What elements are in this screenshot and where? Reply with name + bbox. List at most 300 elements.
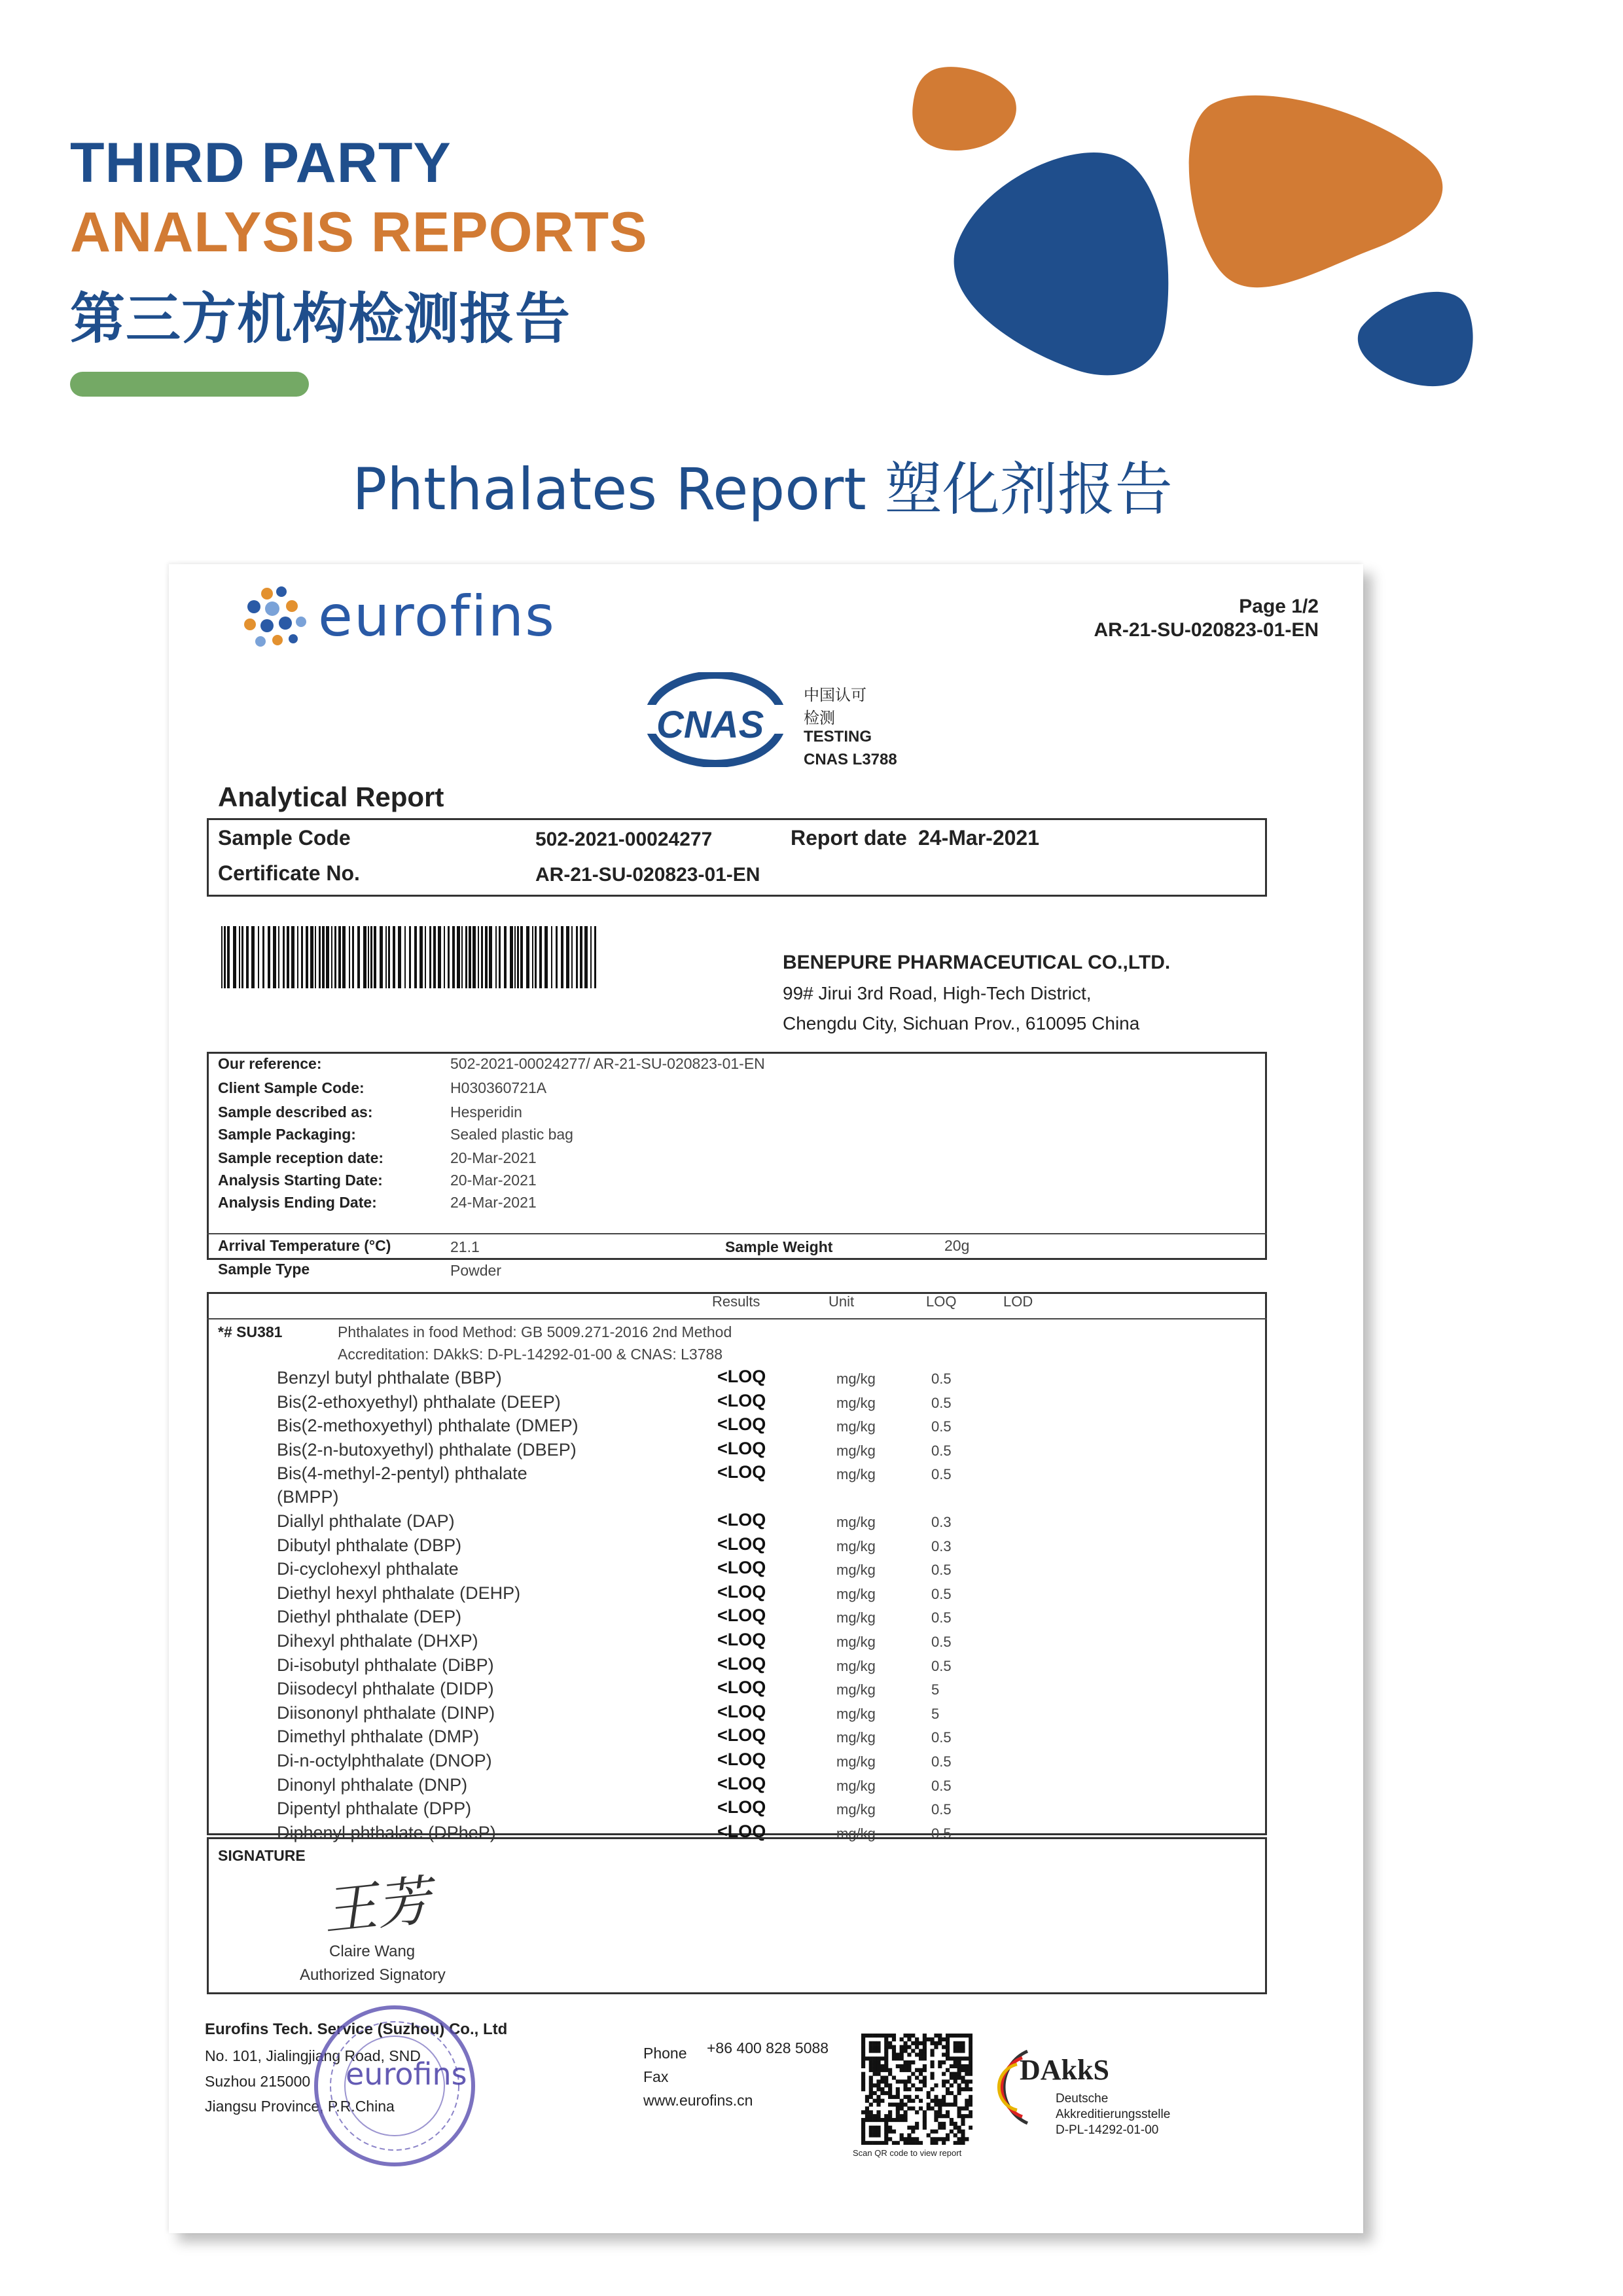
qr-module <box>931 2049 935 2053</box>
qr-module <box>950 2118 954 2122</box>
qr-module <box>861 2060 865 2064</box>
qr-module <box>923 2126 927 2130</box>
cnas-code: CNAS L3788 <box>804 751 897 768</box>
qr-module <box>869 2079 873 2083</box>
qr-module <box>969 2037 972 2041</box>
eurofins-dots-icon <box>241 584 313 656</box>
barcode-bar <box>393 926 395 988</box>
qr-module <box>903 2034 907 2037</box>
qr-module <box>954 2034 957 2037</box>
qr-module <box>938 2037 942 2041</box>
report-date-label: Report date <box>791 826 907 850</box>
compound-loq: 0.5 <box>931 1371 952 1387</box>
small-blue-shape <box>1358 292 1473 386</box>
qr-module <box>969 2110 972 2114</box>
signer-name: Claire Wang <box>329 1943 416 1960</box>
qr-module <box>880 2087 884 2091</box>
barcode-bar <box>268 926 270 988</box>
dakks-line-2: Akkreditierungsstelle <box>1056 2108 1171 2121</box>
barcode-bar <box>539 926 542 988</box>
barcode-bar <box>262 926 264 988</box>
qr-module <box>961 2064 965 2068</box>
qr-module <box>861 2034 865 2037</box>
qr-module <box>907 2126 911 2130</box>
qr-module <box>907 2106 911 2110</box>
qr-module <box>884 2037 888 2041</box>
qr-module <box>876 2045 880 2049</box>
footer-company: Eurofins Tech. Service (Suzhou) Co., Ltd <box>205 2020 508 2038</box>
qr-module <box>969 2103 972 2107</box>
barcode-bar <box>251 926 255 988</box>
barcode-bar <box>425 926 426 988</box>
compound-result: <LOQ <box>717 1558 766 1578</box>
barcode-bar <box>566 926 569 988</box>
qr-module <box>876 2133 880 2137</box>
sample-weight-value: 20g <box>944 1237 970 1254</box>
qr-module <box>969 2095 972 2099</box>
barcode-bar <box>438 926 441 988</box>
qr-module <box>961 2114 965 2118</box>
qr-module <box>888 2072 892 2076</box>
compound-name: Bis(4-methyl-2-pentyl) phthalate <box>277 1463 527 1484</box>
barcode-bar <box>409 926 411 988</box>
qr-module <box>938 2114 942 2118</box>
compound-loq: 0.5 <box>931 1753 952 1770</box>
qr-module <box>903 2114 907 2118</box>
qr-module <box>954 2049 957 2053</box>
compound-unit: mg/kg <box>836 1681 876 1698</box>
compound-name: Di-cyclohexyl phthalate <box>277 1559 459 1579</box>
qr-module <box>888 2114 892 2118</box>
qr-module <box>888 2126 892 2130</box>
qr-module <box>892 2034 896 2037</box>
qr-module <box>884 2083 888 2087</box>
compound-unit: mg/kg <box>836 1418 876 1435</box>
qr-module <box>938 2126 942 2130</box>
qr-module <box>965 2079 969 2083</box>
qr-module <box>938 2041 942 2045</box>
qr-module <box>884 2091 888 2095</box>
qr-module <box>946 2056 950 2060</box>
qr-module <box>965 2106 969 2110</box>
qr-module <box>957 2130 961 2134</box>
qr-module <box>876 2056 880 2060</box>
qr-module <box>927 2037 931 2041</box>
qr-module <box>965 2034 969 2037</box>
qr-module <box>903 2045 907 2049</box>
qr-module <box>888 2045 892 2049</box>
barcode-bar <box>273 926 276 988</box>
barcode-bar <box>448 926 450 988</box>
qr-module <box>923 2064 927 2068</box>
qr-module <box>907 2075 911 2079</box>
qr-module <box>934 2137 938 2141</box>
qr-module <box>961 2049 965 2053</box>
qr-module <box>934 2118 938 2122</box>
compound-unit: mg/kg <box>836 1585 876 1602</box>
qr-module <box>861 2056 865 2060</box>
qr-module <box>900 2053 904 2056</box>
qr-module <box>938 2110 942 2114</box>
qr-module <box>865 2141 869 2145</box>
qr-module <box>884 2068 888 2072</box>
col-results: Results <box>712 1293 760 1310</box>
barcode-bar <box>520 926 523 988</box>
compound-loq: 5 <box>931 1705 940 1722</box>
qr-module <box>965 2137 969 2141</box>
qr-module <box>888 2095 892 2099</box>
qr-module <box>888 2091 892 2095</box>
certificate-label: Certificate No. <box>218 861 360 885</box>
qr-module <box>950 2064 954 2068</box>
barcode-bar <box>357 926 360 988</box>
barcode-bar <box>342 926 346 988</box>
method-line-1: Phthalates in food Method: GB 5009.271-2016 2nd Method <box>338 1323 732 1340</box>
qr-module <box>911 2060 915 2064</box>
info-value: 502-2021-00024277/ AR-21-SU-020823-01-EN <box>450 1055 765 1072</box>
qr-module <box>938 2122 942 2126</box>
barcode-bar <box>310 926 313 988</box>
qr-module <box>931 2099 935 2103</box>
qr-module <box>865 2034 869 2037</box>
qr-module <box>876 2068 880 2072</box>
qr-module <box>900 2133 904 2137</box>
qr-module <box>876 2130 880 2134</box>
qr-module <box>942 2141 946 2145</box>
compound-loq: 0.5 <box>931 1562 952 1579</box>
qr-module <box>938 2064 942 2068</box>
qr-module <box>911 2099 915 2103</box>
compound-result: <LOQ <box>717 1725 766 1746</box>
barcode-bar <box>306 926 308 988</box>
qr-module <box>923 2068 927 2072</box>
qr-module <box>896 2053 900 2056</box>
barcode-bar <box>258 926 259 988</box>
qr-module <box>869 2095 873 2099</box>
qr-module <box>954 2122 957 2126</box>
footer-phone: +86 400 828 5088 <box>707 2039 829 2056</box>
qr-module <box>884 2049 888 2053</box>
qr-module <box>896 2079 900 2083</box>
compound-name: Di-isobutyl phthalate (DiBP) <box>277 1655 494 1675</box>
qr-module <box>957 2091 961 2095</box>
barcode-bar <box>370 926 372 988</box>
footer-fax-label: Fax <box>643 2068 669 2085</box>
barcode-bar <box>385 926 387 988</box>
qr-module <box>900 2037 904 2041</box>
compound-name: Bis(2-n-butoxyethyl) phthalate (DBEP) <box>277 1439 577 1460</box>
compound-unit: mg/kg <box>836 1705 876 1722</box>
qr-module <box>954 2133 957 2137</box>
qr-module <box>869 2049 873 2053</box>
method-code: *# SU381 <box>218 1323 283 1340</box>
qr-module <box>861 2079 865 2083</box>
compound-result: <LOQ <box>717 1581 766 1602</box>
compound-loq: 0.5 <box>931 1657 952 1674</box>
barcode-bar <box>352 926 354 988</box>
qr-module <box>907 2079 911 2083</box>
qr-module <box>869 2141 873 2145</box>
cnas-testing: TESTING <box>804 728 872 745</box>
qr-module <box>919 2072 923 2076</box>
qr-module <box>954 2064 957 2068</box>
sample-weight-label: Sample Weight <box>725 1238 833 1255</box>
qr-module <box>873 2126 877 2130</box>
barcode-bar <box>363 926 366 988</box>
qr-module <box>861 2049 865 2053</box>
compound-result: <LOQ <box>717 1462 766 1482</box>
decorative-shapes <box>903 52 1492 419</box>
footer-address-3: Jiangsu Province, P.R.China <box>205 2098 395 2115</box>
cnas-cn-accredited: 中国认可 <box>804 686 866 704</box>
qr-module <box>931 2072 935 2076</box>
barcode-bar <box>551 926 552 988</box>
compound-result: <LOQ <box>717 1367 766 1386</box>
qr-module <box>923 2079 927 2083</box>
qr-module <box>957 2075 961 2079</box>
qr-module <box>873 2114 877 2118</box>
qr-module <box>938 2034 942 2037</box>
qr-module <box>880 2075 884 2079</box>
barcode-bar <box>246 926 249 988</box>
qr-module <box>934 2103 938 2107</box>
qr-module <box>876 2118 880 2122</box>
qr-module <box>865 2056 869 2060</box>
qr-module <box>873 2045 877 2049</box>
compound-result: <LOQ <box>717 1677 766 1698</box>
cnas-cn-testing: 检测 <box>804 709 835 727</box>
compound-unit: mg/kg <box>836 1777 876 1794</box>
info-value: 20-Mar-2021 <box>450 1172 537 1189</box>
qr-module <box>927 2133 931 2137</box>
qr-module <box>873 2064 877 2068</box>
qr-module <box>915 2141 919 2145</box>
qr-module <box>927 2091 931 2095</box>
qr-module <box>861 2083 865 2087</box>
qr-module <box>965 2072 969 2076</box>
qr-module <box>946 2034 950 2037</box>
qr-module <box>876 2095 880 2099</box>
qr-module <box>942 2095 946 2099</box>
qr-module <box>938 2137 942 2141</box>
qr-module <box>907 2087 911 2091</box>
qr-module <box>950 2122 954 2126</box>
qr-module <box>915 2037 919 2041</box>
qr-module <box>907 2095 911 2099</box>
qr-module <box>888 2137 892 2141</box>
barcode-bar <box>481 926 483 988</box>
qr-module <box>869 2114 873 2118</box>
qr-module <box>907 2037 911 2041</box>
barcode-bar <box>349 926 350 988</box>
info-label: Analysis Ending Date: <box>218 1194 377 1211</box>
qr-module <box>969 2049 972 2053</box>
barcode-bar <box>278 926 279 988</box>
qr-module <box>915 2122 919 2126</box>
compound-name: Bis(2-ethoxyethyl) phthalate (DEEP) <box>277 1391 561 1412</box>
qr-module <box>961 2087 965 2091</box>
dakks-line-3: D-PL-14292-01-00 <box>1056 2123 1159 2137</box>
compound-unit: mg/kg <box>836 1394 876 1411</box>
qr-module <box>911 2137 915 2141</box>
qr-module <box>957 2110 961 2114</box>
qr-module <box>880 2079 884 2083</box>
qr-module <box>880 2118 884 2122</box>
report-title: Phthalates Report 塑化剂报告 <box>352 456 1173 523</box>
qr-module <box>876 2083 880 2087</box>
small-orange-shape <box>912 67 1016 151</box>
qr-module <box>873 2049 877 2053</box>
barcode-bar <box>561 926 563 988</box>
col-loq: LOQ <box>926 1293 957 1310</box>
qr-module <box>865 2118 869 2122</box>
barcode-bar <box>404 926 406 988</box>
qr-module <box>884 2130 888 2134</box>
compound-unit: mg/kg <box>836 1371 876 1387</box>
qr-module <box>869 2068 873 2072</box>
qr-module <box>927 2106 931 2110</box>
qr-module <box>903 2041 907 2045</box>
qr-module <box>938 2099 942 2103</box>
barcode-bar <box>535 926 537 988</box>
qr-module <box>907 2141 911 2145</box>
qr-module <box>957 2141 961 2145</box>
barcode-bar <box>291 926 294 988</box>
qr-module <box>965 2064 969 2068</box>
qr-module <box>869 2118 873 2122</box>
compound-result: <LOQ <box>717 1821 766 1841</box>
qr-module <box>915 2045 919 2049</box>
qr-module <box>957 2045 961 2049</box>
client-address-1: 99# Jirui 3rd Road, High-Tech District, <box>783 983 1092 1003</box>
qr-module <box>969 2126 972 2130</box>
qr-module <box>954 2072 957 2076</box>
qr-module <box>884 2041 888 2045</box>
qr-module <box>884 2075 888 2079</box>
qr-module <box>869 2103 873 2107</box>
qr-module <box>931 2130 935 2134</box>
qr-module <box>954 2079 957 2083</box>
qr-module <box>954 2041 957 2045</box>
qr-module <box>873 2060 877 2064</box>
qr-module <box>919 2079 923 2083</box>
qr-module <box>931 2060 935 2064</box>
qr-module <box>888 2110 892 2114</box>
qr-module <box>969 2079 972 2083</box>
compound-unit: mg/kg <box>836 1562 876 1579</box>
qr-module <box>869 2041 873 2045</box>
qr-module <box>954 2126 957 2130</box>
qr-module <box>869 2045 873 2049</box>
compound-loq: 5 <box>931 1681 940 1698</box>
qr-module <box>907 2045 911 2049</box>
qr-module <box>896 2114 900 2118</box>
qr-module <box>892 2130 896 2134</box>
barcode-bar <box>297 926 298 988</box>
page-number: Page 1/2 <box>1239 596 1319 617</box>
compound-loq: 0.5 <box>931 1442 952 1459</box>
barcode-bar <box>241 926 243 988</box>
info-label: Sample Packaging: <box>218 1126 356 1143</box>
qr-module <box>954 2060 957 2064</box>
qr-module <box>942 2037 946 2041</box>
qr-module <box>892 2103 896 2107</box>
qr-module <box>861 2133 865 2137</box>
qr-module <box>942 2099 946 2103</box>
qr-module <box>969 2114 972 2118</box>
qr-module <box>876 2034 880 2037</box>
qr-module <box>884 2122 888 2126</box>
compound-name: Dibutyl phthalate (DBP) <box>277 1535 462 1555</box>
barcode-bar <box>239 926 240 988</box>
qr-module <box>903 2079 907 2083</box>
barcode-bar <box>590 926 592 988</box>
qr-module <box>961 2137 965 2141</box>
qr-module <box>919 2053 923 2056</box>
qr-module <box>961 2045 965 2049</box>
compound-unit: mg/kg <box>836 1825 876 1842</box>
qr-module <box>865 2106 869 2110</box>
qr-module <box>876 2060 880 2064</box>
qr-module <box>923 2034 927 2037</box>
qr-module <box>957 2034 961 2037</box>
qr-module <box>896 2118 900 2122</box>
qr-module <box>969 2099 972 2103</box>
qr-module <box>923 2041 927 2045</box>
qr-module <box>919 2068 923 2072</box>
qr-module <box>957 2041 961 2045</box>
compound-unit: mg/kg <box>836 1729 876 1746</box>
qr-module <box>923 2037 927 2041</box>
header-line-third-party: THIRD PARTY <box>70 132 452 194</box>
qr-module <box>923 2110 927 2114</box>
qr-module <box>961 2130 965 2134</box>
qr-module <box>950 2091 954 2095</box>
eurofins-wordmark: eurofins <box>318 584 556 649</box>
qr-module <box>903 2137 907 2141</box>
compound-name: Diethyl phthalate (DEP) <box>277 1607 462 1627</box>
barcode-bar <box>473 926 476 988</box>
qr-module <box>919 2049 923 2053</box>
cnas-mark: CNAS <box>656 704 764 746</box>
qr-module <box>957 2087 961 2091</box>
qr-module <box>919 2106 923 2110</box>
qr-module <box>946 2103 950 2107</box>
qr-module <box>896 2103 900 2107</box>
barcode-bar <box>315 926 316 988</box>
info-value: 24-Mar-2021 <box>450 1194 537 1211</box>
qr-module <box>931 2137 935 2141</box>
qr-module <box>946 2049 950 2053</box>
qr-module <box>961 2068 965 2072</box>
qr-module <box>931 2037 935 2041</box>
qr-module <box>965 2068 969 2072</box>
qr-module <box>957 2083 961 2087</box>
qr-module <box>942 2083 946 2087</box>
qr-module <box>888 2041 892 2045</box>
qr-module <box>957 2126 961 2130</box>
barcode-bar <box>398 926 401 988</box>
compound-loq: 0.3 <box>931 1514 952 1530</box>
qr-module <box>911 2049 915 2053</box>
qr-module <box>903 2068 907 2072</box>
qr-module <box>919 2141 923 2145</box>
qr-module <box>923 2114 927 2118</box>
qr-module <box>873 2041 877 2045</box>
compound-loq: 0.5 <box>931 1585 952 1602</box>
barcode-bar <box>452 926 455 988</box>
qr-module <box>900 2079 904 2083</box>
